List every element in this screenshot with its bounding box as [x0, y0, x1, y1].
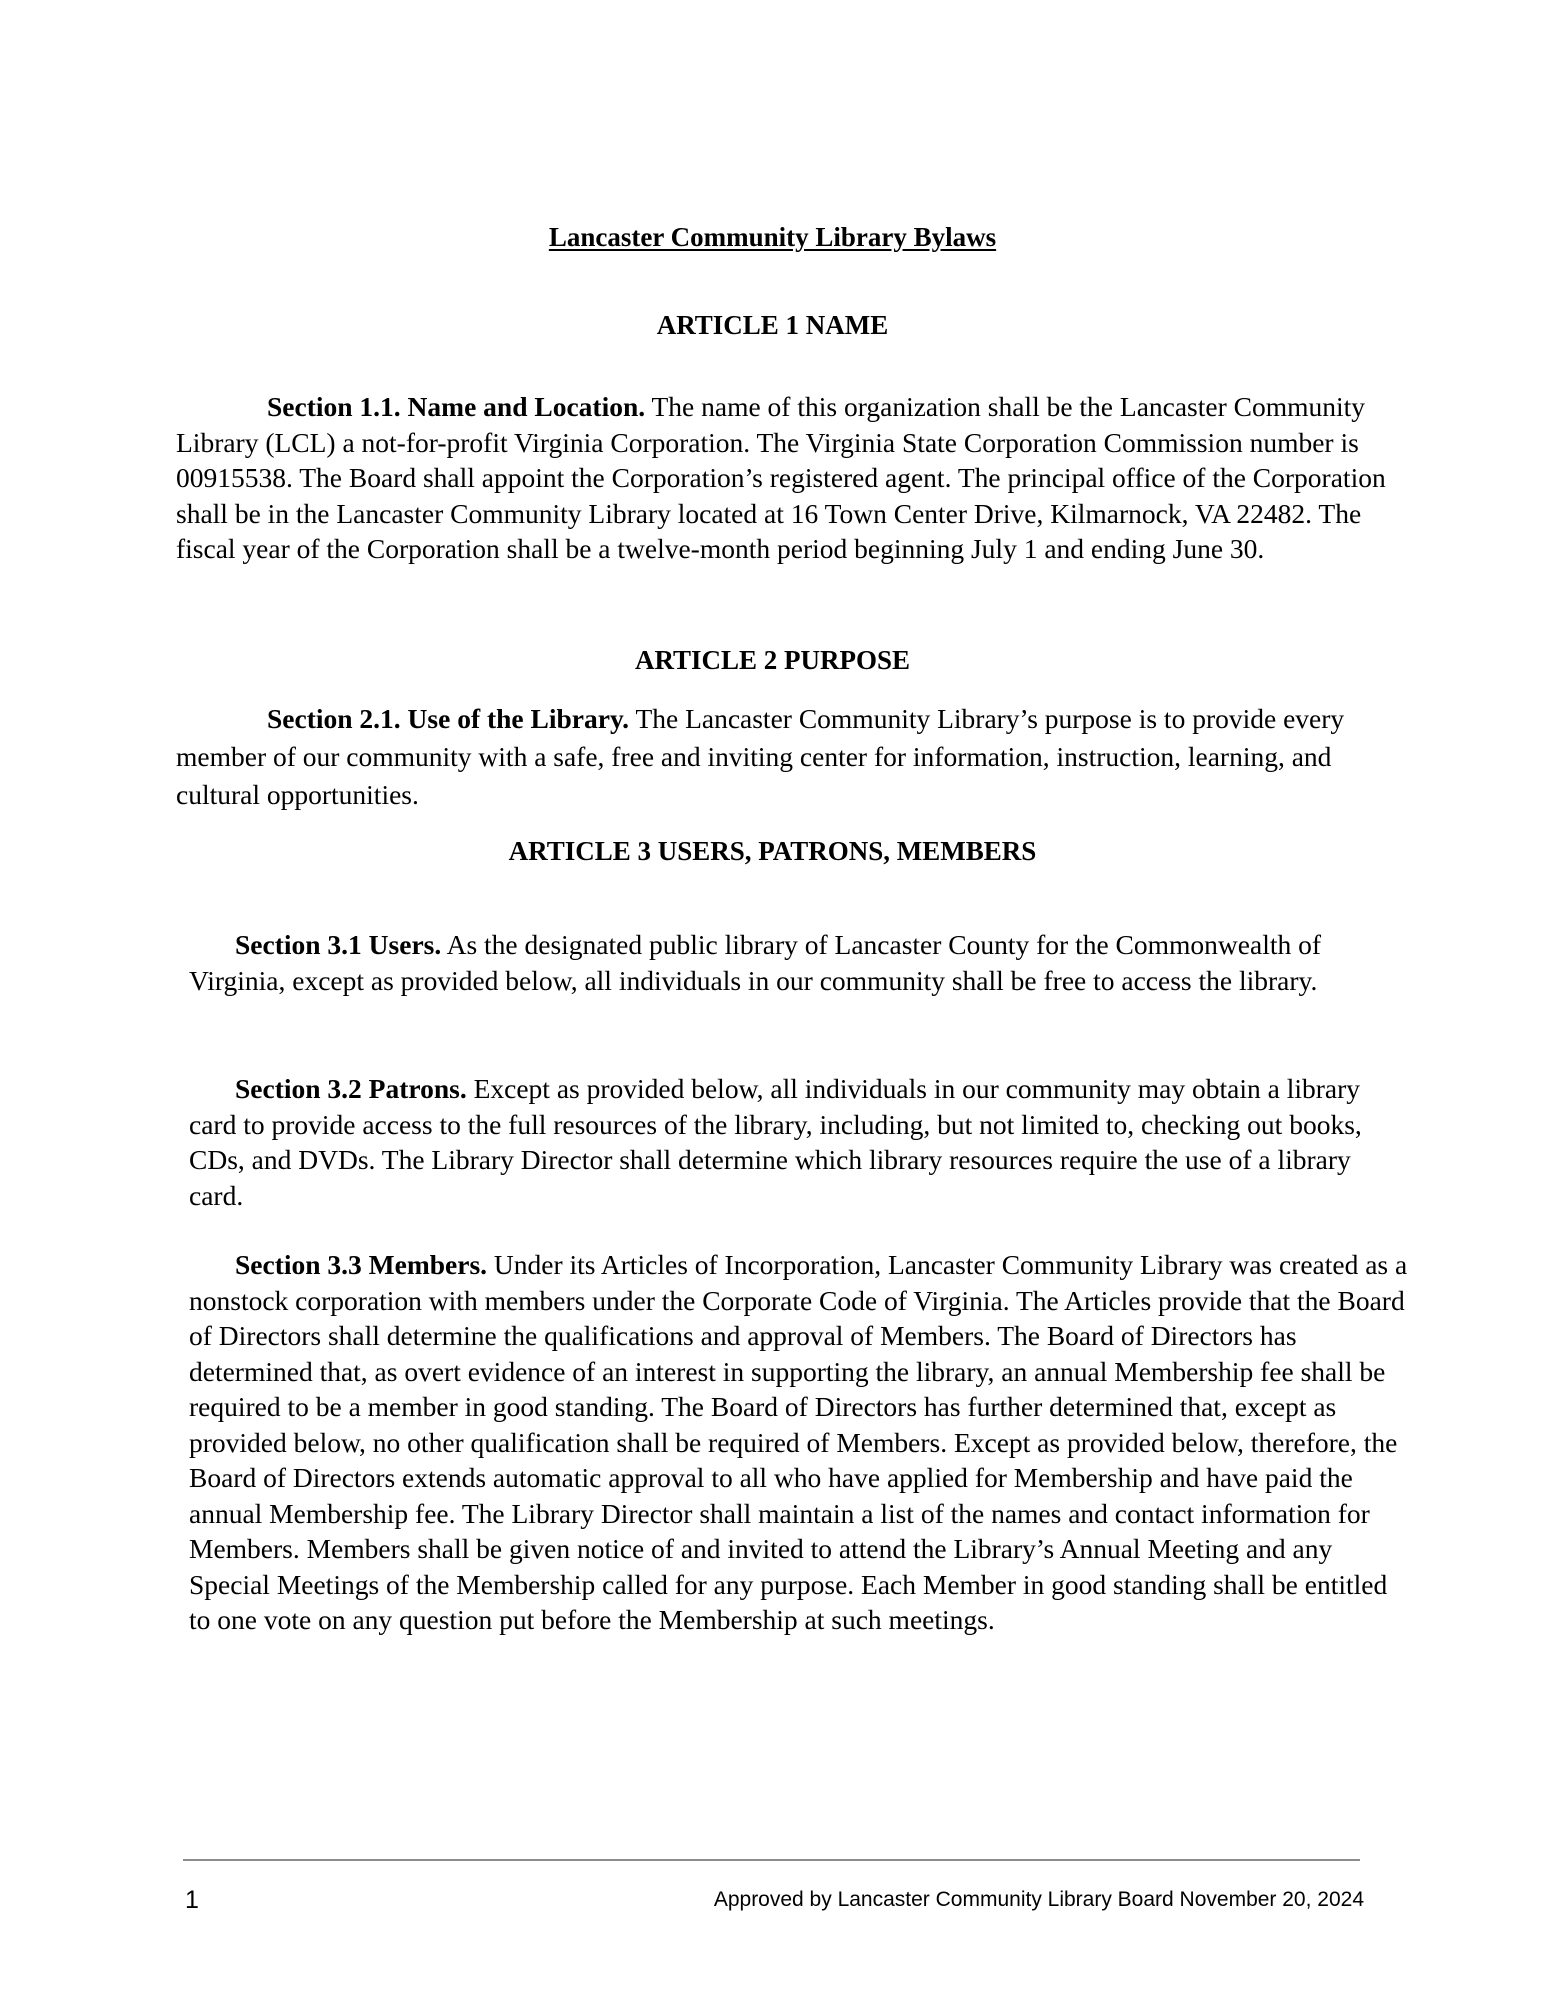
section-3-3-heading: Section 3.3 Members.	[235, 1249, 488, 1280]
document-title: Lancaster Community Library Bylaws	[548, 222, 997, 252]
section-3-1-body: As the designated public library of Lancaster County for the Commonwealth of Virginia, except as provided below, all individuals in our community shall be free to access the library.	[189, 929, 1322, 996]
section-2-1-body: The Lancaster Community Library’s purpose is to provide every member of our community with a safe, free and inviting center for information, instruction, learning, and cultural opportunities.	[176, 703, 1345, 810]
article-1-heading: ARTICLE 1 NAME	[656, 310, 889, 340]
page-number: 1	[185, 1886, 199, 1914]
section-3-2-body: Except as provided below, all individuals in our community may obtain a library card to provide access to the full resources of the library, including, but not limited to, checking out books, CDs, and DVDs. The Library Director shall determine which library resources require the use of a library card.	[189, 1073, 1362, 1211]
section-3-3-body: Under its Articles of Incorporation, Lancaster Community Library was created as a nonstock corporation with members under the Corporate Code of Virginia. The Articles provide that the Board of Directors shall determine the qualifications and approval of Members. The Board of Directors has determined that, as overt evidence of an interest in supporting the library, an annual Membership fee shall be required to be a member in good standing. The Board of Directors has further determined that, except as provided below, no other qualification shall be required of Members. Except as provided below, therefore, the Board of Directors extends automatic approval to all who have applied for Membership and have paid the annual Membership fee. The Library Director shall maintain a list of the names and contact information for Members. Members shall be given notice of and invited to attend the Library’s Annual Meeting and any Special Meetings of the Membership called for any purpose. Each Member in good standing shall be entitled to one vote on any question put before the Membership at such meetings.	[189, 1249, 1408, 1635]
article-3-heading: ARTICLE 3 USERS, PATRONS, MEMBERS	[508, 836, 1037, 866]
footer-divider	[183, 1859, 1360, 1861]
article-2-heading: ARTICLE 2 PURPOSE	[634, 645, 911, 675]
section-2-1-heading: Section 2.1. Use of the Library.	[267, 703, 630, 734]
section-3-1	[189, 927, 1409, 998]
section-1-1-body: The name of this organization shall be the Lancaster Community Library (LCL) a not-for-profit Virginia Corporation. The Virginia State Corporation Commission number is 00915538. The Board shall appoint the Corporation’s registered agent. The principal office of the Corporation shall be in the Lancaster Community Library located at 16 Town Center Drive, Kilmarnock, VA 22482. The fiscal year of the Corporation shall be a twelve-month period beginning July 1 and ending June 30.	[176, 391, 1386, 564]
section-3-1-heading: Section 3.1 Users.	[235, 929, 442, 960]
section-1-1-heading: Section 1.1. Name and Location.	[267, 391, 646, 422]
section-1-1	[176, 389, 1406, 567]
section-3-2	[189, 1071, 1409, 1213]
section-2-1	[176, 700, 1406, 814]
section-3-2-heading: Section 3.2 Patrons.	[235, 1073, 467, 1104]
section-3-3	[189, 1247, 1409, 1638]
approval-note: Approved by Lancaster Community Library Board November 20, 2024	[713, 1888, 1364, 1911]
